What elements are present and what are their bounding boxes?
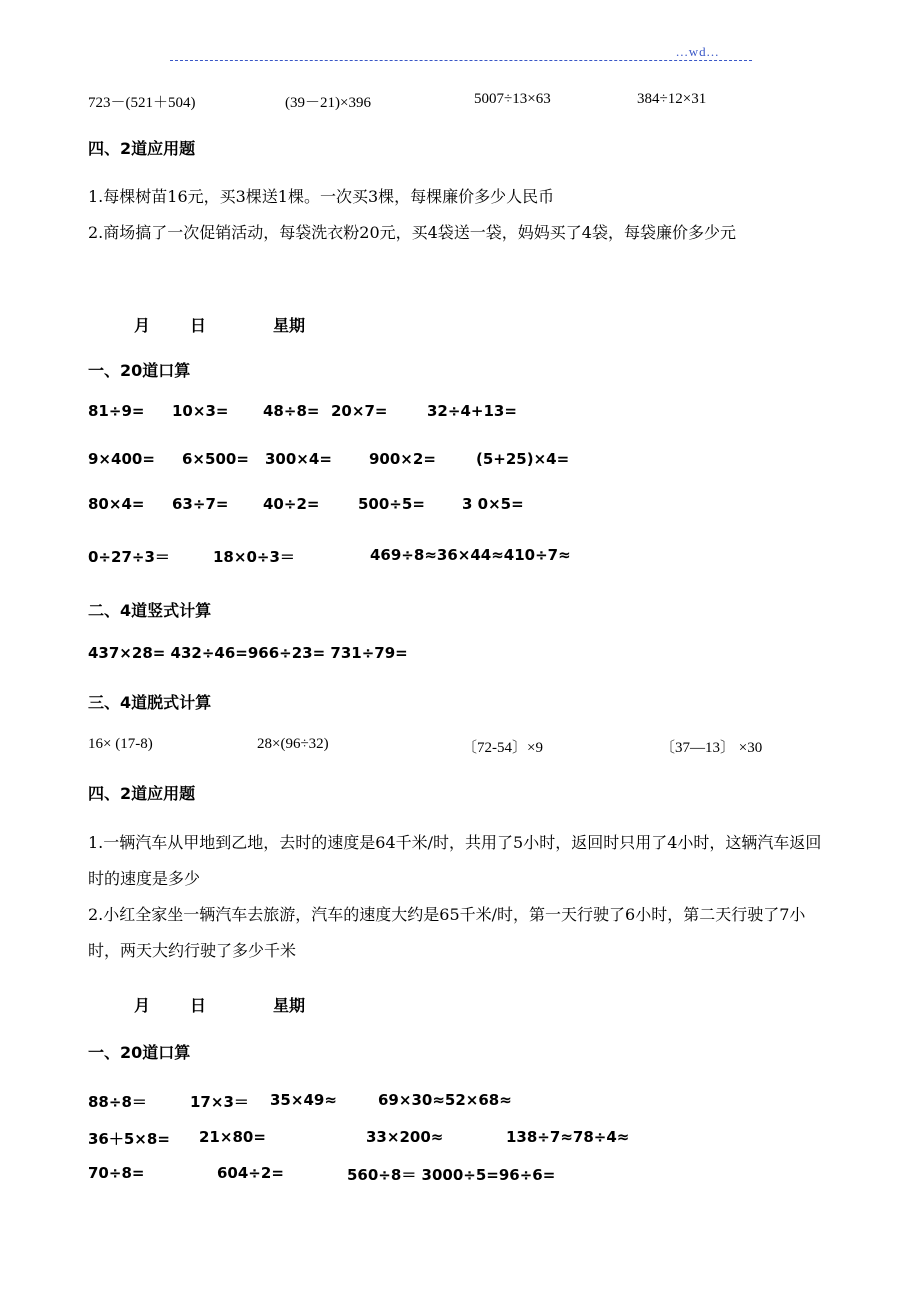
date-month: 月: [134, 316, 151, 335]
mental-item: 604÷2=: [217, 1164, 284, 1182]
date-day: 日: [190, 316, 207, 335]
mental-item: 900×2=: [369, 450, 436, 468]
section-title: 二、4道竖式计算: [88, 601, 212, 620]
mental-item: 6×500=: [182, 450, 249, 468]
header-dashed-line: [170, 60, 752, 61]
date-weekday: 星期: [273, 316, 306, 335]
vertical-calc-line: 437×28= 432÷46=966÷23= 731÷79=: [88, 644, 408, 662]
mental-item: 63÷7=: [172, 495, 229, 513]
mental-item: 32÷4+13=: [427, 402, 517, 420]
mental-item: 10×3=: [172, 402, 229, 420]
word-problem: 2.小红全家坐一辆汽车去旅游，汽车的速度大约是65千米/时，第一天行驶了6小时，第二天行驶了7小时，两天大约行驶了多少千米: [88, 905, 806, 960]
section-title: 三、4道脱式计算: [88, 693, 212, 712]
mental-item: 3 0×5=: [462, 495, 524, 513]
mental-item: 69×30≈52×68≈: [378, 1091, 512, 1109]
mental-item: 33×200≈: [366, 1128, 444, 1146]
mental-item: 469÷8≈36×44≈410÷7≈: [370, 546, 571, 564]
mental-item: 48÷8=: [263, 402, 320, 420]
date-day: 日: [190, 996, 207, 1015]
mental-item: 300×4=: [265, 450, 332, 468]
mental-item: 40÷2=: [263, 495, 320, 513]
stepwise-item: 〔37—13〕 ×30: [660, 740, 763, 756]
section-title: 四、2道应用题: [88, 784, 196, 803]
expression: 723－(521＋504): [88, 95, 196, 111]
expression: 384÷12×31: [637, 91, 707, 107]
section-title: 四、2道应用题: [88, 139, 196, 158]
mental-item: 500÷5=: [358, 495, 425, 513]
mental-item: 88÷8＝: [88, 1093, 147, 1111]
date-weekday: 星期: [273, 996, 306, 1015]
mental-item: 18×0÷3＝: [213, 548, 295, 566]
mental-item: 0÷27÷3＝: [88, 548, 170, 566]
word-problem: 2.商场搞了一次促销活动，每袋洗衣粉20元，买4袋送一袋，妈妈买了4袋，每袋廉价多少元: [88, 223, 736, 242]
mental-item: (5+25)×4=: [476, 450, 570, 468]
mental-item: 35×49≈: [270, 1091, 337, 1109]
word-problem: 1.一辆汽车从甲地到乙地，去时的速度是64千米/时，共用了5小时，返回时只用了4小时，这辆汽车返回时的速度是多少: [88, 833, 822, 888]
mental-item: 9×400=: [88, 450, 155, 468]
date-month: 月: [134, 996, 151, 1015]
stepwise-item: 28×(96÷32): [257, 736, 329, 752]
stepwise-item: 〔72-54〕×9: [462, 740, 543, 756]
expression: (39－21)×396: [285, 95, 371, 111]
word-problem: 1.每棵树苗16元，买3棵送1棵。一次买3棵，每棵廉价多少人民币: [88, 187, 555, 206]
mental-item: 138÷7≈78÷4≈: [506, 1128, 630, 1146]
mental-item: 21×80=: [199, 1128, 266, 1146]
stepwise-item: 16× (17-8): [88, 736, 153, 752]
section-title: 一、20道口算: [88, 361, 191, 380]
mental-item: 81÷9=: [88, 402, 145, 420]
mental-item: 560÷8＝ 3000÷5=96÷6=: [347, 1166, 556, 1184]
mental-item: 17×3＝: [190, 1093, 249, 1111]
mental-item: 20×7=: [331, 402, 388, 420]
expression: 5007÷13×63: [474, 91, 551, 107]
header-mark: ...wd...: [676, 44, 720, 59]
mental-item: 80×4=: [88, 495, 145, 513]
mental-item: 70÷8=: [88, 1164, 145, 1182]
mental-item: 36＋5×8=: [88, 1130, 170, 1148]
section-title: 一、20道口算: [88, 1043, 191, 1062]
